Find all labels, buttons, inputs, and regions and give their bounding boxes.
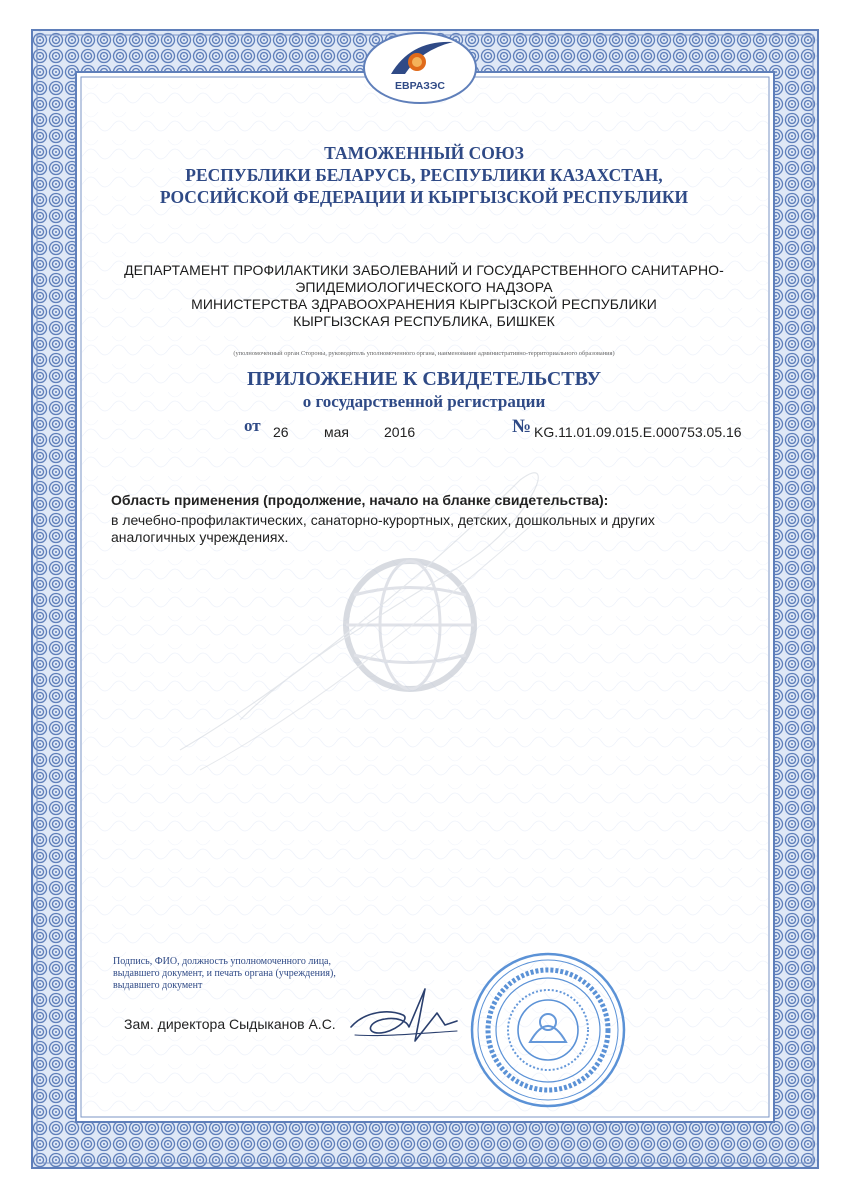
handwritten-signature xyxy=(345,975,465,1055)
eurasec-logo xyxy=(361,30,479,104)
authority-caption: (уполномоченный орган Стороны, руководитель уполномоченного органа, наименование административно-территориального образования) xyxy=(233,350,615,357)
date-day: 26 xyxy=(273,424,289,440)
date-month: мая xyxy=(324,424,349,440)
scope-line-1: в лечебно-профилактических, санаторно-курортных, детских, дошкольных и других xyxy=(111,512,655,528)
logo-text: ЕВРАЗЭС xyxy=(395,80,445,92)
date-prefix: от xyxy=(244,416,261,435)
signature-caption-3: выдавшего документ xyxy=(113,980,203,991)
number-prefix: № xyxy=(512,416,532,437)
scope-line-2: аналогичных учреждениях. xyxy=(111,529,289,545)
union-title-line-3: РОССИЙСКОЙ ФЕДЕРАЦИИ И КЫРГЫЗСКОЙ РЕСПУБЛИКИ xyxy=(159,187,689,207)
scope-heading: Область применения (продолжение, начало на бланке свидетельства): xyxy=(111,492,609,508)
union-title-line-1: ТАМОЖЕННЫЙ СОЮЗ xyxy=(324,143,524,163)
signature-caption-2: выдавшего документ, и печать органа (учреждения), xyxy=(113,968,336,979)
signer-name: Зам. директора Сыдыканов А.С. xyxy=(124,1016,336,1032)
eurasec-emblem-icon xyxy=(361,30,479,104)
authority-line-1: ДЕПАРТАМЕНТ ПРОФИЛАКТИКИ ЗАБОЛЕВАНИЙ И ГОСУДАРСТВЕННОГО САНИТАРНО- xyxy=(124,262,724,278)
official-stamp xyxy=(468,950,628,1110)
signature-caption-1: Подпись, ФИО, должность уполномоченного лица, xyxy=(113,956,331,967)
date-year: 2016 xyxy=(384,424,416,440)
document-title: ПРИЛОЖЕНИЕ К СВИДЕТЕЛЬСТВУ xyxy=(246,368,602,390)
document-subtitle: о государственной регистрации xyxy=(302,392,546,411)
certificate-number: KG.11.01.09.015.E.000753.05.16 xyxy=(534,424,742,440)
union-title-line-2: РЕСПУБЛИКИ БЕЛАРУСЬ, РЕСПУБЛИКИ КАЗАХСТАН, xyxy=(185,165,663,185)
authority-line-3: МИНИСТЕРСТВА ЗДРАВООХРАНЕНИЯ КЫРГЫЗСКОЙ РЕСПУБЛИКИ xyxy=(191,296,657,312)
authority-line-4: КЫРГЫЗСКАЯ РЕСПУБЛИКА, БИШКЕК xyxy=(293,313,555,329)
authority-line-2: ЭПИДЕМИОЛОГИЧЕСКОГО НАДЗОРА xyxy=(295,279,553,295)
